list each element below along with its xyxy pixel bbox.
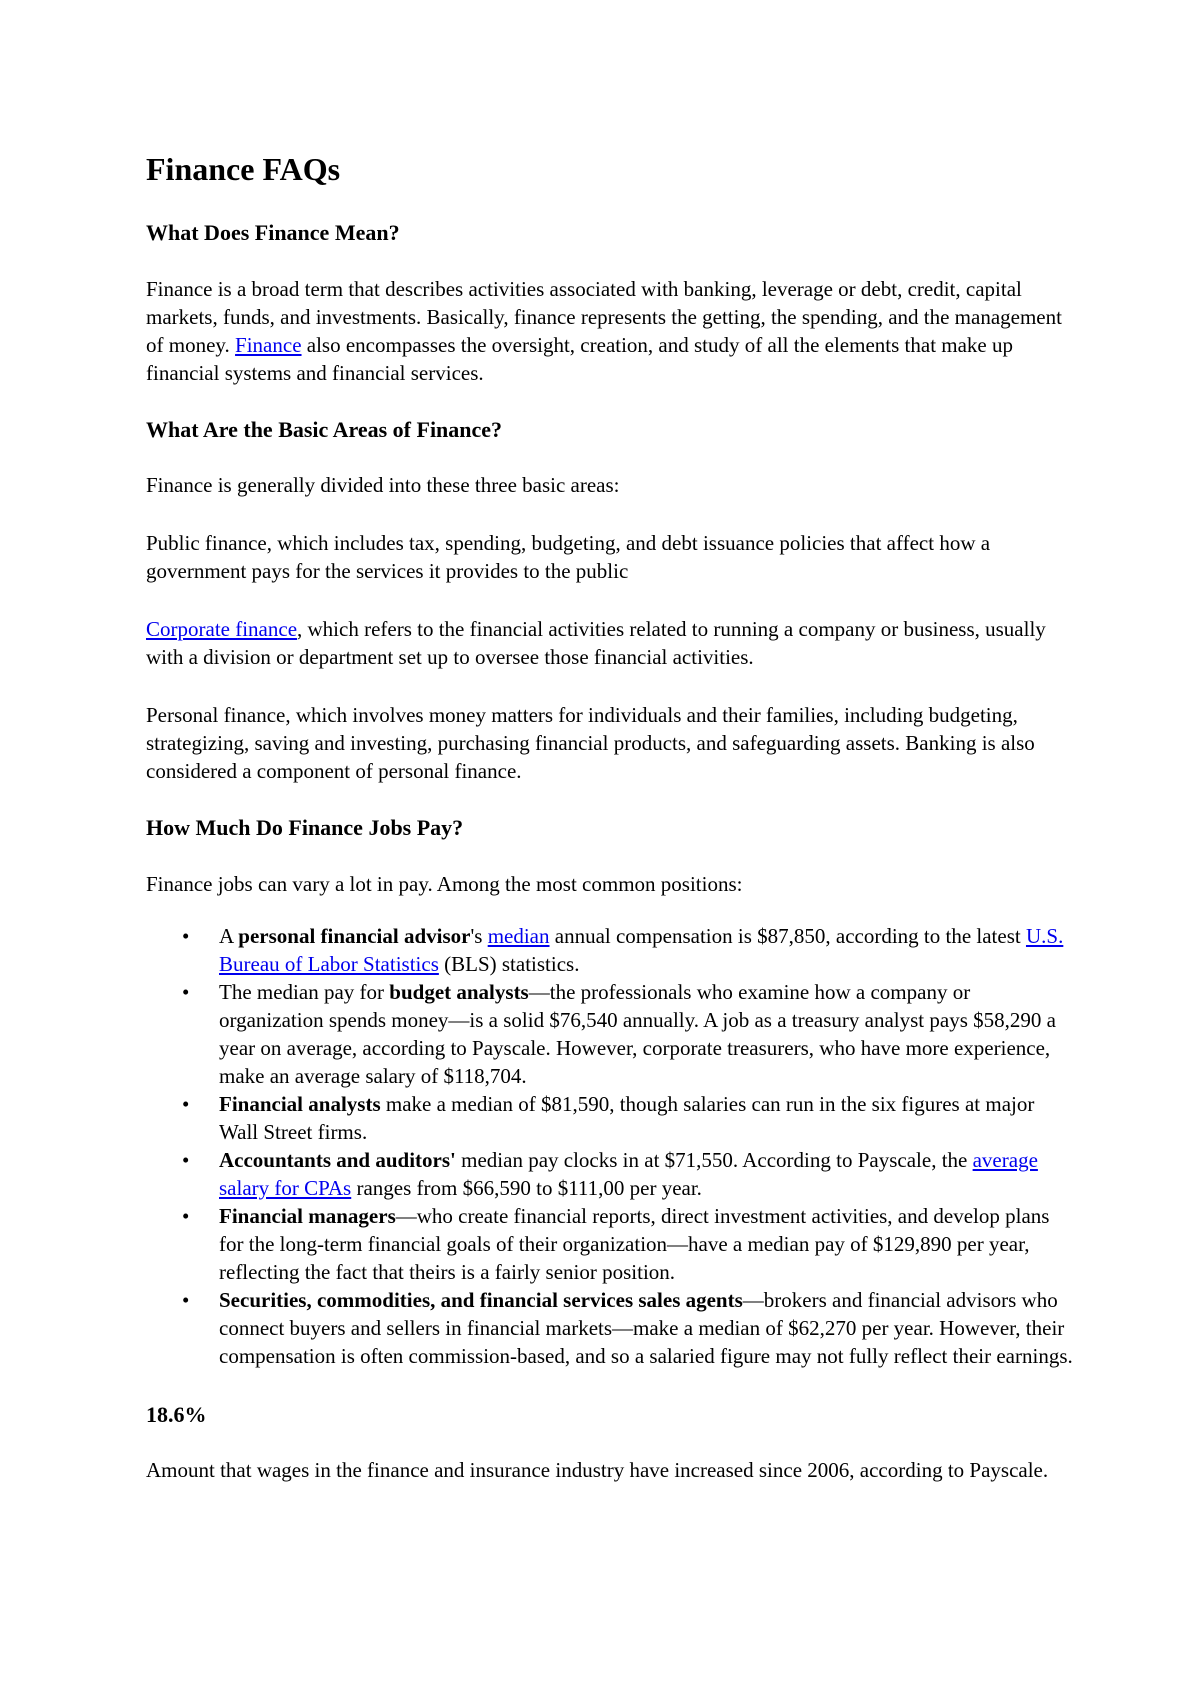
- bold-term: Financial analysts: [219, 1091, 381, 1116]
- text-span: —brokers and financial advisors who connect buyers and sellers in financial markets—make a median of $62,270 per year. However, their compensation is often commission-based, and so a salaried figure may not fully reflect their earnings.: [219, 1287, 1073, 1368]
- text-span: also encompasses the oversight, creation, and study of all the elements that make up financial systems and financial services.: [146, 332, 1013, 385]
- bold-term: Securities, commodities, and financial services sales agents: [219, 1287, 743, 1312]
- bls-link[interactable]: U.S. Bureau of Labor Statistics: [219, 923, 1064, 976]
- text-span: , which refers to the financial activities related to running a company or business, usually with a division or department set up to oversee those financial activities.: [146, 617, 1046, 670]
- page-title: Finance FAQs: [146, 151, 341, 187]
- stat-caption: Amount that wages in the finance and insurance industry have increased since 2006, according to Payscale.: [146, 1457, 1049, 1482]
- bold-term: Accountants and auditors': [219, 1147, 456, 1172]
- paragraph-public-finance: Public finance, which includes tax, spending, budgeting, and debt issuance policies that affect how a government pays for the services it provides to the public: [146, 531, 991, 584]
- text-span: ranges from $66,590 to $111,00 per year.: [351, 1175, 702, 1200]
- text-span: —the professionals who examine how a company or organization spends money—is a solid $76,540 annually. A job as a treasury analyst pays $58,290 a year on average, according to Payscale. However, corporate treasurers, who have more experience, make an average salary of $118,704.: [219, 979, 1056, 1088]
- stat-value: 18.6%: [146, 1401, 207, 1427]
- paragraph-finance-meaning: [146, 275, 1076, 387]
- document-page: [146, 132, 1076, 1484]
- text-span: The median pay for: [219, 979, 390, 1004]
- text-span: make a median of $81,590, though salaries can run in the six figures at major Wall Street firms.: [219, 1091, 1035, 1144]
- list-item: [219, 978, 1076, 1090]
- paragraph-areas-intro: Finance is generally divided into these three basic areas:: [146, 473, 620, 498]
- list-item: [219, 1090, 1076, 1146]
- list-item: [219, 922, 1076, 978]
- text-span: (BLS) statistics.: [438, 951, 580, 976]
- heading-finance-meaning: What Does Finance Mean?: [146, 220, 400, 246]
- corporate-finance-link[interactable]: Corporate finance: [146, 617, 298, 642]
- text-span: 's: [470, 923, 488, 948]
- salary-list: [146, 922, 1076, 1370]
- list-item: [219, 1202, 1076, 1286]
- text-span: Finance is a broad term that describes activities associated with banking, leverage or debt, credit, capital markets, funds, and investments. Basically, finance represents the getting, the spending, and the management of money.: [146, 276, 1062, 357]
- paragraph-corporate-finance: [146, 615, 1076, 671]
- list-item: [219, 1286, 1076, 1370]
- list-item: [219, 1146, 1076, 1202]
- paragraph-pay-intro: Finance jobs can vary a lot in pay. Among the most common positions:: [146, 871, 743, 896]
- finance-link[interactable]: Finance: [235, 332, 302, 357]
- text-span: A: [219, 923, 239, 948]
- cpa-salary-link[interactable]: average salary for CPAs: [219, 1147, 1038, 1200]
- bold-term: personal financial advisor: [238, 923, 471, 948]
- paragraph-personal-finance: Personal finance, which involves money matters for individuals and their families, including budgeting, strategizing, saving and investing, purchasing financial products, and safeguarding assets. Banking is also considered a component of personal finance.: [146, 703, 1035, 784]
- heading-jobs-pay: How Much Do Finance Jobs Pay?: [146, 815, 464, 841]
- median-link[interactable]: median: [487, 923, 550, 948]
- text-span: median pay clocks in at $71,550. According to Payscale, the: [455, 1147, 973, 1172]
- text-span: —who create financial reports, direct investment activities, and develop plans for the long-term financial goals of their organization—have a median pay of $129,890 per year, reflecting the fact that theirs is a fairly senior position.: [219, 1203, 1050, 1284]
- text-span: annual compensation is $87,850, according to the latest: [549, 923, 1026, 948]
- bold-term: budget analysts: [389, 979, 529, 1004]
- heading-basic-areas: What Are the Basic Areas of Finance?: [146, 416, 503, 442]
- bold-term: Financial managers: [219, 1203, 396, 1228]
